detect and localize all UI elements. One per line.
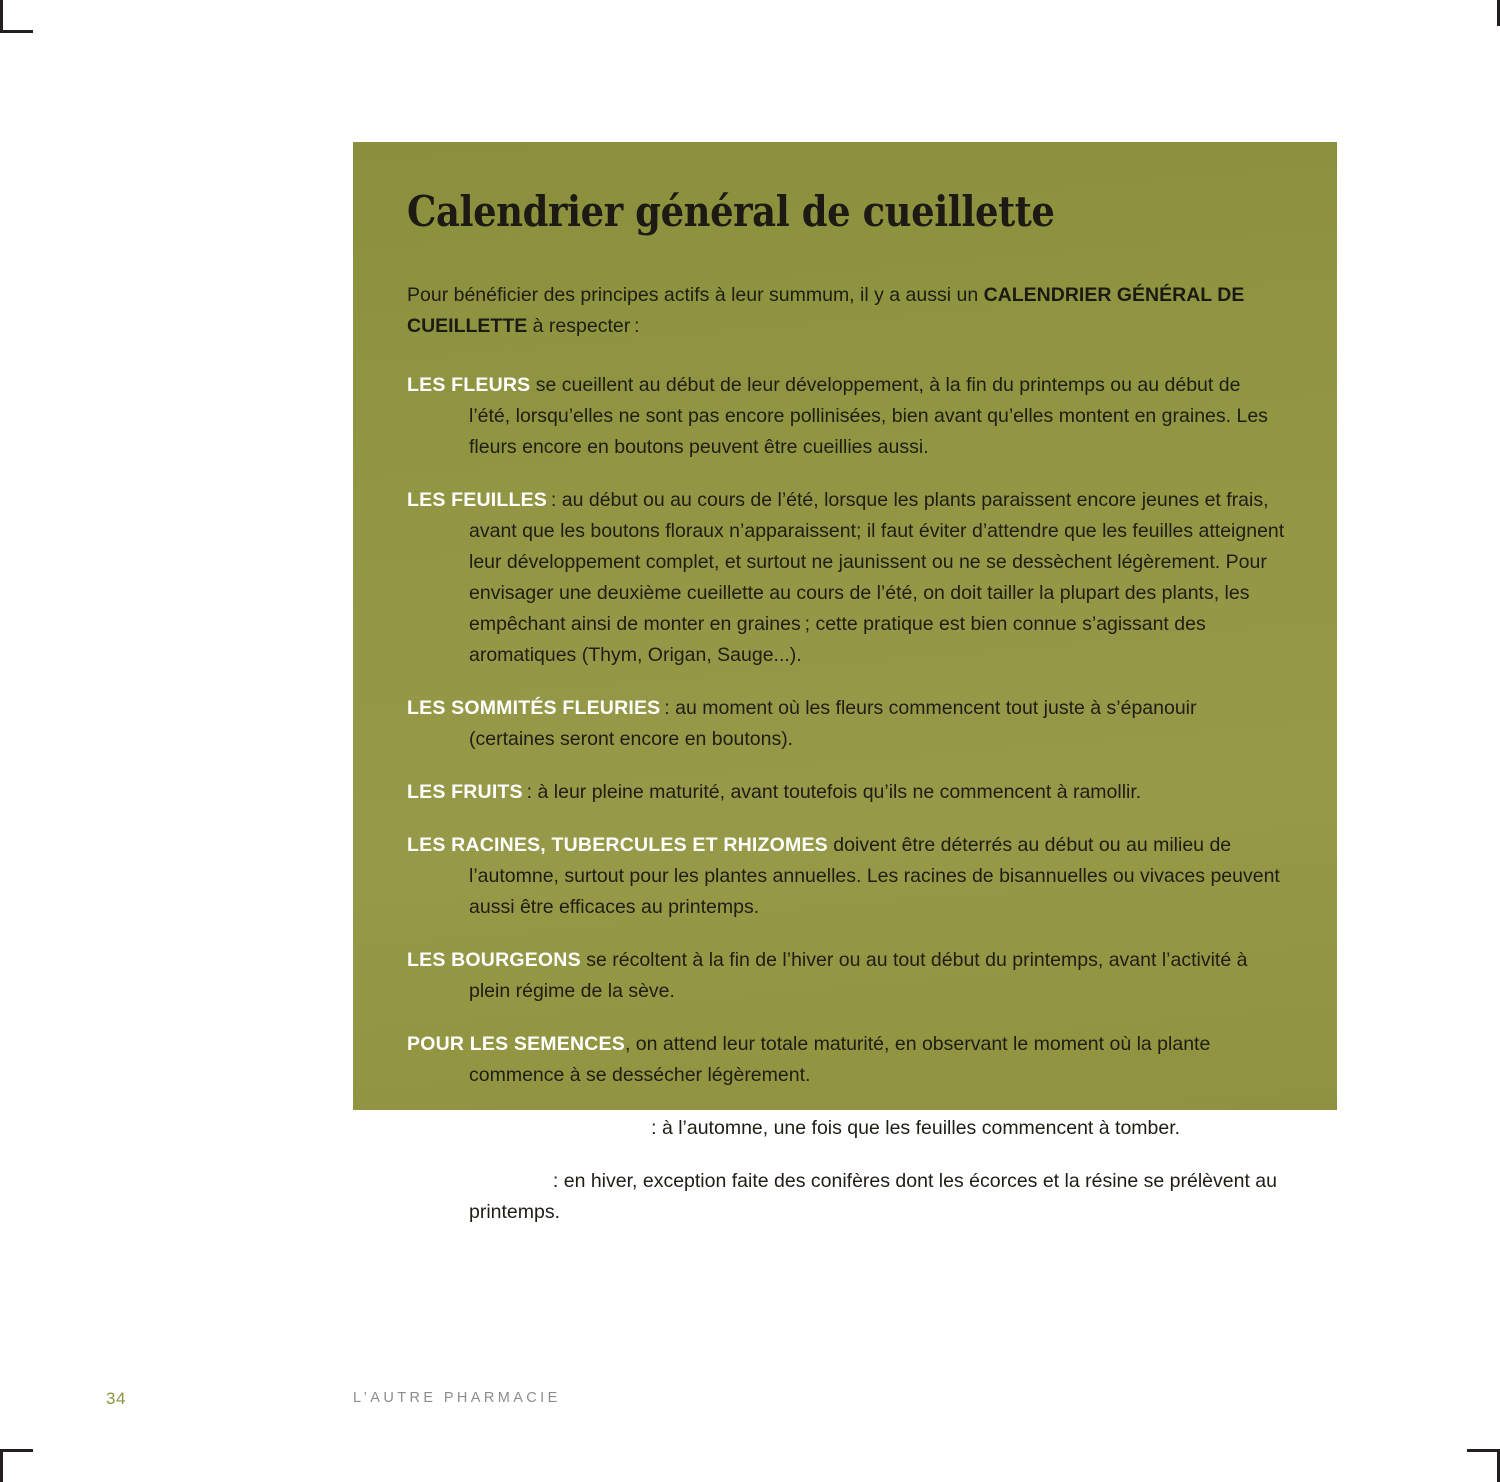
entry-description: se récoltent à la fin de l’hiver ou au tout début du printemps, avant l’activité à plein régime de la sève. [469, 949, 1248, 1003]
page-number: 34 [106, 1389, 126, 1408]
harvest-entry [407, 370, 1285, 463]
entry-description: : au début ou au cours de l’été, lorsque les plants paraissent encore jeunes et frais, avant que les boutons floraux n’apparaissent; il faut éviter d’attendre que les feuilles atteignent leur développement complet, et surtout ne jaunissent ou ne se dessèchent légèrement. Pour envisager une deuxième cueillette au cours de l’été, on doit tailler la plupart des plants, les empêchant ainsi de monter en graines ; cette pratique est bien connue s’agissant des aromatiques (Thym, Origan, Sauge...). [469, 489, 1285, 667]
entry-description: , on attend leur totale maturité, en observant le moment où la plante commence à se dessécher légèrement. [469, 1033, 1211, 1087]
crop-mark-bottom-left [0, 1449, 33, 1482]
harvest-entry [407, 830, 1285, 923]
crop-mark-bottom-right [1467, 1449, 1500, 1482]
entry-description: : à l’automne, une fois que les feuilles commencent à tomber. [647, 1117, 1181, 1140]
running-head: L’AUTRE PHARMACIE [353, 1390, 561, 1406]
entry-term: LES FRUITS [407, 781, 523, 804]
entry-term: LES FEUILLES [407, 489, 547, 512]
entry-description: : en hiver, exception faite des conifères dont les écorces et la résine se prélèvent au printemps. [469, 1170, 1277, 1224]
entry-term: LES ÉCORCES [407, 1170, 549, 1193]
entry-description: doivent être déterrés au début ou au milieu de l’automne, surtout pour les plantes annuelles. Les racines de bisannuelles ou vivaces peuvent aussi être efficaces au printemps. [469, 834, 1280, 919]
harvest-entry [407, 777, 1285, 808]
crop-mark-top-left [0, 0, 33, 33]
intro-emphasis: CALENDRIER GÉNÉRAL DE CUEILLETTE [407, 284, 1245, 338]
entry-description: se cueillent au début de leur développement, à la fin du printemps ou au début de l’été, lorsqu’elles ne sont pas encore pollinisées, bien avant qu’elles montent en graines. Les fleurs encore en boutons peuvent être cueillies aussi. [469, 374, 1268, 459]
page-title: Calendrier général de cueillette [407, 187, 1055, 236]
harvest-entry [407, 1029, 1285, 1091]
harvest-entry [407, 1113, 1285, 1144]
harvest-entry [407, 485, 1285, 671]
intro-paragraph [407, 280, 1285, 342]
harvest-entry [407, 1166, 1285, 1228]
harvest-entry [407, 945, 1285, 1007]
entry-term: LES SOMMITÉS FLEURIES [407, 697, 661, 720]
intro-text-after: à respecter : [527, 315, 640, 338]
entry-description: : à leur pleine maturité, avant toutefois qu’ils ne commencent à ramollir. [522, 781, 1142, 804]
harvest-entry-list [407, 370, 1285, 1228]
calendar-callout-panel [353, 142, 1337, 1224]
entry-term: LES FLEURS [407, 374, 531, 397]
crop-mark-top-right [1467, 0, 1500, 26]
entry-term: LES TIGES ET RAMEAUX [407, 1117, 648, 1140]
entry-term: LES BOURGEONS [407, 949, 581, 972]
entry-term: POUR LES SEMENCES [407, 1033, 625, 1056]
harvest-entry [407, 693, 1285, 755]
entry-description: : au moment où les fleurs commencent tout juste à s’épanouir (certaines seront encore en boutons). [469, 697, 1197, 751]
intro-text-before: Pour bénéficier des principes actifs à leur summum, il y a aussi un [407, 284, 984, 307]
entry-term: LES RACINES, TUBERCULES ET RHIZOMES [407, 834, 828, 857]
